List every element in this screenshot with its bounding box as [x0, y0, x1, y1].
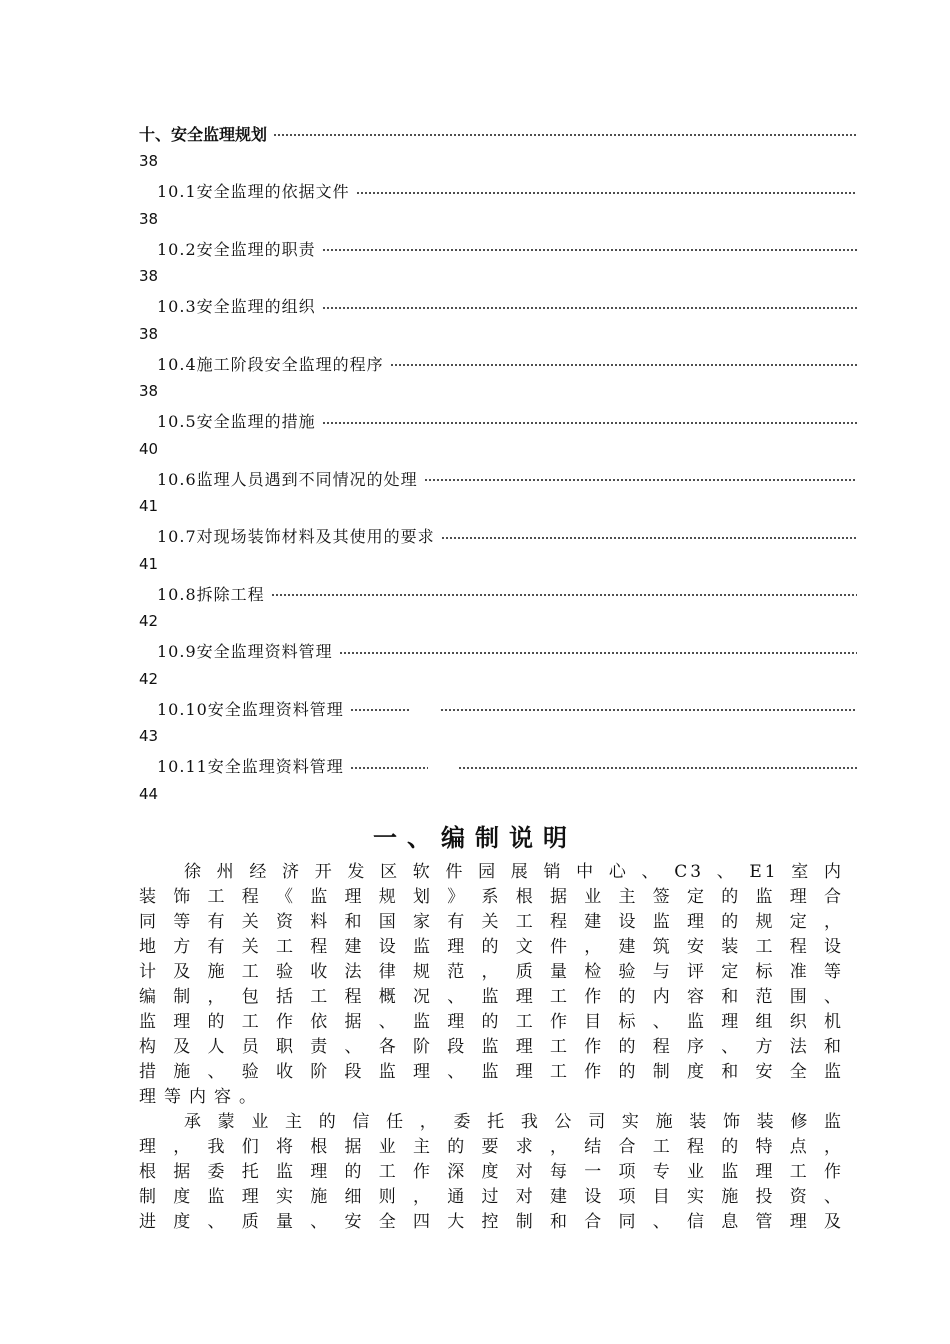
toc-leader-dots [322, 422, 857, 424]
text-line: 编制，包括工程概况、监理工作的内容和范围、 [139, 987, 844, 1007]
toc-entry-title: 10.2安全监理的职责 [157, 239, 316, 259]
toc-leader-dots [424, 479, 857, 481]
toc-entry-page: 38 [139, 324, 159, 343]
text-line: 承蒙业主的信任，委托我公司实施装饰装修监 [184, 1112, 844, 1132]
toc-entry-title: 10.3安全监理的组织 [157, 297, 316, 316]
text-line: 措施、验收阶段监理、监理工作的制度和安全监 [139, 1062, 844, 1082]
toc-entry-page: 40 [139, 439, 159, 458]
toc-entry-title: 10.4施工阶段安全监理的程序 [157, 354, 384, 374]
text-line: 理等内容。 [139, 1087, 264, 1107]
toc-entry-page: 38 [139, 209, 159, 228]
toc-entry[interactable] [139, 348, 857, 406]
toc-entry[interactable] [139, 463, 857, 521]
toc-entry-title: 10.1安全监理的依据文件 [157, 182, 350, 201]
toc-leader-dots [350, 709, 410, 711]
toc-entry-page: 43 [139, 727, 159, 745]
toc-leader-dots [441, 537, 857, 539]
text-line: 同等有关资料和国家有关工程建设监理的规定， [139, 912, 844, 932]
toc-entry[interactable] [139, 233, 857, 291]
toc-leader-dots [339, 652, 857, 654]
toc-leader-dots [440, 709, 857, 711]
toc-entry-title: 10.9安全监理资料管理 [157, 642, 333, 661]
toc-entry[interactable] [139, 406, 857, 464]
toc-leader-dots [458, 767, 857, 769]
toc-entry[interactable] [139, 751, 857, 809]
table-of-contents [139, 118, 857, 808]
section-heading: 一、编制说明 [373, 824, 577, 852]
text-line: 构及人员职责、各阶段监理工作的程序、方法和 [139, 1037, 844, 1057]
toc-entry-page: 42 [139, 612, 159, 630]
toc-chapter-entry[interactable] [139, 118, 857, 176]
toc-leader-dots [271, 594, 857, 596]
toc-entry-page: 44 [139, 784, 159, 803]
toc-leader-dots [390, 364, 857, 366]
toc-entry-page: 41 [139, 497, 159, 515]
text-line: 根据委托监理的工作深度对每一项专业监理工作 [139, 1162, 844, 1182]
toc-leader-dots [356, 192, 857, 194]
text-line: 理，我们将根据业主的要求，结合工程的特点， [139, 1137, 844, 1157]
toc-entry-page: 38 [139, 152, 159, 170]
toc-entry-page: 41 [139, 554, 159, 573]
text-line: 监理的工作依据、监理的工作目标、监理组织机 [139, 1012, 844, 1032]
toc-entry-title: 10.6监理人员遇到不同情况的处理 [157, 469, 418, 489]
toc-entry-page: 38 [139, 382, 159, 400]
toc-leader-dots [322, 307, 857, 309]
toc-entry[interactable] [139, 578, 857, 636]
toc-entry-title: 十、安全监理规划 [139, 124, 268, 144]
toc-entry-page: 38 [139, 267, 159, 285]
toc-entry-title: 10.10安全监理资料管理 [157, 699, 344, 719]
text-line: 装饰工程《监理规划》系根据业主签定的监理合 [139, 887, 844, 907]
toc-entry[interactable] [139, 693, 857, 751]
text-line: 地方有关工程建设监理的文件，建筑安装工程设 [139, 937, 844, 957]
toc-entry-title: 10.11安全监理资料管理 [157, 757, 344, 776]
text-line: 徐州经济开发区软件园展销中心、C3、E1室内 [184, 862, 844, 882]
toc-leader-dots [322, 249, 857, 251]
paragraph-commission [139, 1110, 844, 1235]
text-line: 制度监理实施细则，通过对建设项目实施投资、 [139, 1187, 844, 1207]
text-line: 进度、质量、安全四大控制和合同、信息管理及 [139, 1212, 844, 1232]
toc-entry-title: 10.5安全监理的措施 [157, 412, 316, 431]
toc-entry-title: 10.8拆除工程 [157, 584, 265, 604]
toc-entry-title: 10.7对现场装饰材料及其使用的要求 [157, 527, 435, 546]
text-line: 计及施工验收法律规范，质量检验与评定标准等 [139, 962, 844, 982]
toc-entry[interactable] [139, 176, 857, 234]
toc-entry-page: 42 [139, 669, 159, 688]
toc-leader-dots [273, 134, 857, 136]
toc-entry[interactable] [139, 291, 857, 349]
paragraph-intro [139, 860, 844, 1110]
toc-leader-dots [350, 767, 428, 769]
toc-entry[interactable] [139, 636, 857, 694]
toc-entry[interactable] [139, 521, 857, 579]
